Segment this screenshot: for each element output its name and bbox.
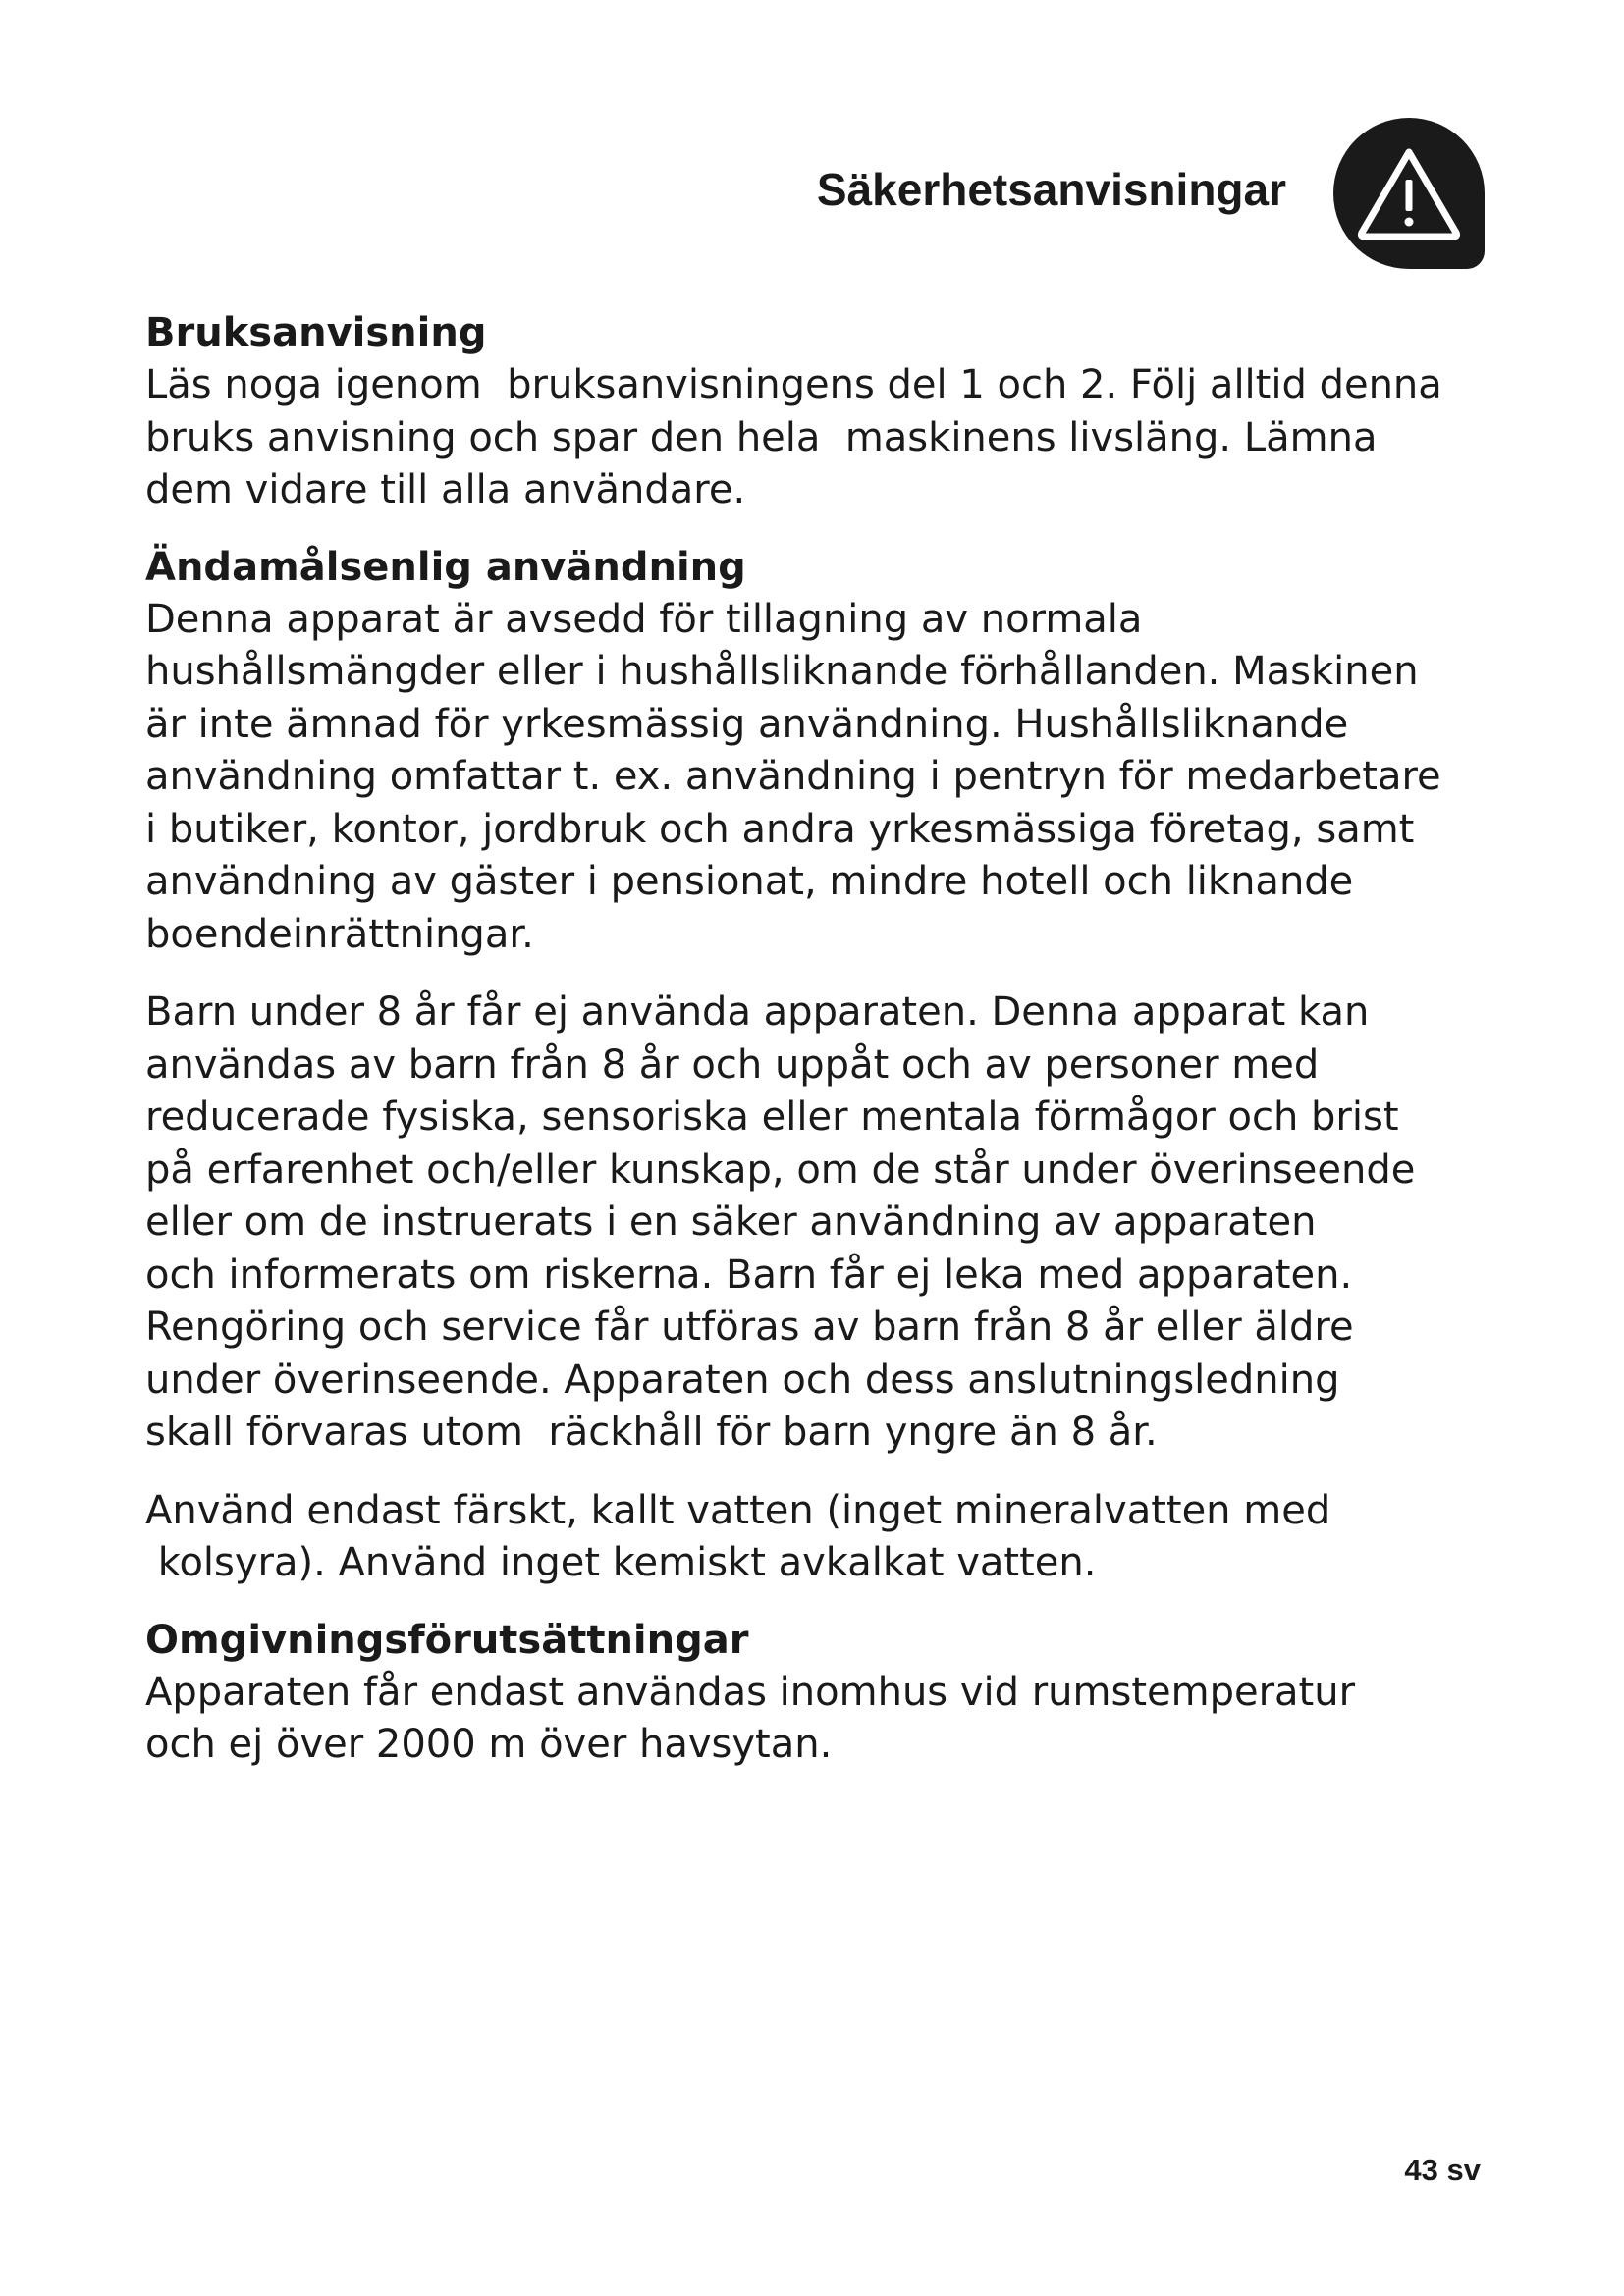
paragraph bbox=[145, 359, 1510, 517]
paragraph bbox=[145, 1667, 1510, 1772]
section-andamalsenlig-anvandning bbox=[145, 541, 1510, 1590]
text-line: reducerade fysiska, sensoriska eller mentala förmågor och brist bbox=[145, 1095, 1399, 1140]
page-title: Säkerhetsanvisningar bbox=[816, 164, 1286, 215]
section-omgivningsforutsattningar bbox=[145, 1614, 1510, 1772]
text-line: användning omfattar t. ex. användning i pentryn för medarbetare bbox=[145, 754, 1441, 799]
text-line: på erfarenhet och/eller kunskap, om de står under överinseende bbox=[145, 1147, 1416, 1193]
section-heading: Omgivningsförutsättningar bbox=[145, 1617, 749, 1663]
text-line: bruks anvisning och spar den hela maskinens livsläng. Lämna bbox=[145, 414, 1378, 460]
text-line: Apparaten får endast användas inomhus vid rumstemperatur bbox=[145, 1669, 1356, 1715]
text-line: skall förvaras utom räckhåll för barn yngre än 8 år. bbox=[145, 1410, 1158, 1455]
text-line: Läs noga igenom bruksanvisningens del 1 och 2. Följ alltid denna bbox=[145, 362, 1442, 407]
paragraph bbox=[145, 987, 1510, 1460]
text-line: i butiker, kontor, jordbruk och andra yrkesmässiga företag, samt bbox=[145, 806, 1415, 852]
text-line: och ej över 2000 m över havsytan. bbox=[145, 1722, 833, 1767]
text-line: Barn under 8 år får ej använda apparaten. Denna apparat kan bbox=[145, 989, 1370, 1035]
page-header bbox=[0, 0, 1624, 294]
text-line: dem vidare till alla användare. bbox=[145, 467, 746, 512]
section-heading: Ändamålsenlig användning bbox=[145, 544, 746, 590]
text-line: användas av barn från 8 år och uppåt och av personer med bbox=[145, 1041, 1320, 1088]
section-bruksanvisning bbox=[145, 306, 1510, 517]
text-line: Denna apparat är avsedd för tillagning av normala bbox=[145, 596, 1143, 642]
warning-badge bbox=[1333, 118, 1485, 269]
safety-content bbox=[145, 306, 1510, 1772]
text-line: eller om de instruerats i en säker användning av apparaten bbox=[145, 1200, 1317, 1245]
text-line: Rengöring och service får utföras av barn från 8 år eller äldre bbox=[145, 1305, 1354, 1350]
warning-triangle-icon bbox=[1355, 144, 1463, 242]
text-line: boendeinrättningar. bbox=[145, 911, 534, 957]
text-line: och informerats om riskerna. Barn får ej leka med apparaten. bbox=[145, 1252, 1353, 1298]
paragraph bbox=[145, 1485, 1510, 1590]
text-line: är inte ämnad för yrkesmässig användning. Hushållsliknande bbox=[145, 701, 1349, 747]
text-line: användning av gäster i pensionat, mindre hotell och liknande bbox=[145, 859, 1354, 904]
paragraph bbox=[145, 594, 1510, 962]
section-heading: Bruksanvisning bbox=[145, 310, 487, 355]
text-line: kolsyra). Använd inget kemiskt avkalkat vatten. bbox=[145, 1540, 1097, 1585]
page-number: 43 sv bbox=[1404, 2153, 1481, 2187]
text-line: under överinseende. Apparaten och dess anslutningsledning bbox=[145, 1357, 1340, 1403]
text-line: Använd endast färskt, kallt vatten (inget mineralvatten med bbox=[145, 1487, 1331, 1533]
text-line: hushållsmängder eller i hushållsliknande förhållanden. Maskinen bbox=[145, 649, 1419, 694]
